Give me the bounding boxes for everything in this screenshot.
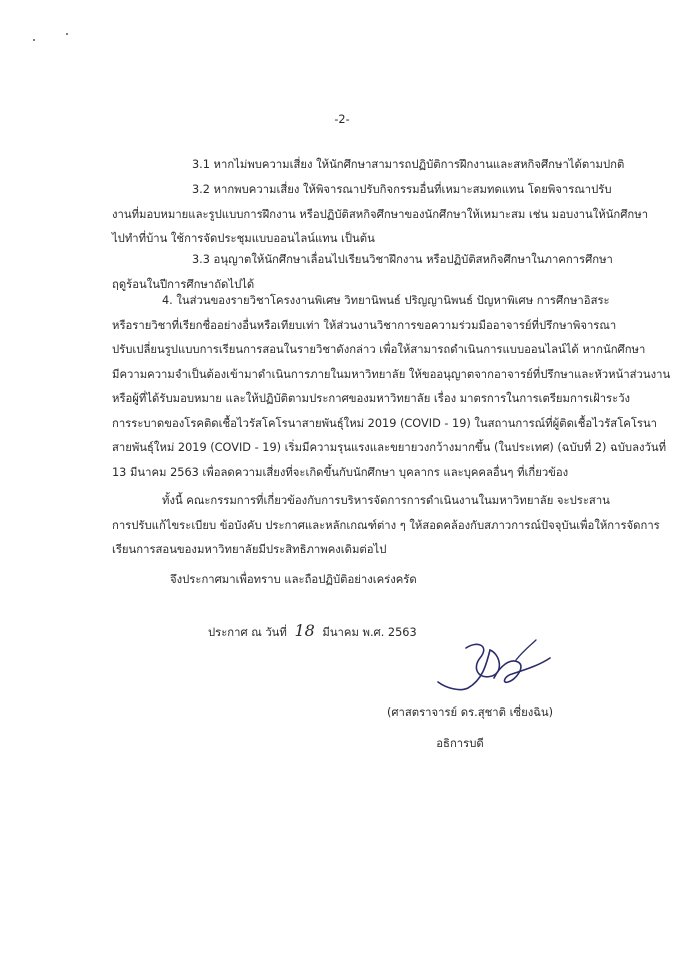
clause-line: ไปทำที่บ้าน ใช้การจัดประชุมแบบออนไลน์แทน เป็นต้น	[112, 232, 375, 245]
remark-paragraph	[112, 489, 660, 563]
signatory-title: อธิการบดี	[436, 737, 484, 750]
clause-line: การระบาดของโรคติดเชื้อไวรัสโคโรนาสายพันธุ์ใหม่ 2019 (COVID - 19) ในสถานการณ์ที่ผู้ติดเชื้อไวรัสโคโรนา	[112, 416, 658, 430]
clause-line: สายพันธุ์ใหม่ 2019 (COVID - 19) เริ่มมีความรุนแรงและขยายวงกว้างมากขึ้น (ในประเทศ) (ฉบับที่ 2) ฉบับลงวันที่	[112, 441, 667, 454]
closing-statement: จึงประกาศมาเพื่อทราบ และถือปฏิบัติอย่างเคร่งครัด	[170, 573, 417, 586]
clause-line: 4. ในส่วนของรายวิชาโครงงานพิเศษ วิทยานิพนธ์ ปริญญานิพนธ์ ปัญหาพิเศษ การศึกษาอิสระ	[162, 294, 610, 307]
clause-line: งานที่มอบหมายและรูปแบบการฝึกงาน หรือปฏิบัติสหกิจศึกษาของนักศึกษาให้เหมาะสม เช่น มอบงานให้นักศึกษา	[112, 207, 649, 221]
clause-line: การปรับแก้ไขระเบียบ ข้อบังคับ ประกาศและหลักเกณฑ์ต่าง ๆ ให้สอดคล้องกับสภาวการณ์ปัจจุบันเพื่อให้การจัดการ	[112, 518, 660, 532]
clause-line: 3.3 อนุญาตให้นักศึกษาเลื่อนไปเรียนวิชาฝึกงาน หรือปฏิบัติสหกิจศึกษาในภาคการศึกษา	[192, 253, 613, 266]
scan-speck	[33, 39, 35, 41]
scan-speck	[66, 33, 68, 35]
clause-line: 13 มีนาคม 2563 เพื่อลดความเสี่ยงที่จะเกิดขึ้นกับนักศึกษา บุคลากร และบุคคลอื่นๆ ที่เกี่ยวข้อง	[112, 465, 569, 479]
announcement-prefix: ประกาศ ณ วันที่	[208, 626, 287, 639]
announcement-day: 18	[294, 621, 315, 640]
clause-line: มีความความจำเป็นต้องเข้ามาดำเนินการภายในมหาวิทยาลัย ให้ขออนุญาตจากอาจารย์ที่ปรึกษาและหัวหน้าส่วนงาน	[112, 367, 671, 381]
announcement-date	[208, 623, 417, 641]
clause-3-1	[112, 153, 625, 178]
clause-line: ปรับเปลี่ยนรูปแบบการเรียนการสอนในรายวิชาดังกล่าว เพื่อให้สามารถดำเนินการแบบออนไลน์ได้ หากนักศึกษา	[112, 343, 646, 356]
page-number: -2-	[334, 113, 350, 126]
clause-line: ฤดูร้อนในปีการศึกษาถัดไปได้	[112, 277, 255, 291]
clause-3-2	[112, 178, 649, 252]
signatory-name: (ศาสตราจารย์ ดร.สุชาติ เซี่ยงฉิน)	[386, 706, 554, 719]
signature-image	[420, 636, 570, 696]
clause-4	[112, 289, 671, 485]
clause-line: หรือรายวิชาที่เรียกชื่ออย่างอื่นหรือเทียบเท่า ให้ส่วนงานวิชาการขอความร่วมมืออาจารย์ที่ปรึกษาพิจารณา	[112, 318, 617, 332]
clause-line: ทั้งนี้ คณะกรรมการที่เกี่ยวข้องกับการบริหารจัดการการดำเนินงานในมหาวิทยาลัย จะประสาน	[162, 494, 610, 507]
clause-line: หรือผู้ที่ได้รับมอบหมาย และให้ปฏิบัติตามประกาศของมหาวิทยาลัย เรื่อง มาตรการในการเตรียมการเฝ้าระวัง	[112, 392, 631, 405]
announcement-month-year: มีนาคม พ.ศ. 2563	[322, 626, 417, 639]
clause-line: 3.1 หากไม่พบความเสี่ยง ให้นักศึกษาสามารถปฏิบัติการฝึกงานและสหกิจศึกษาได้ตามปกติ	[192, 158, 625, 171]
clause-line: เรียนการสอนของมหาวิทยาลัยมีประสิทธิภาพคงเดิมต่อไป	[112, 543, 387, 556]
clause-line: 3.2 หากพบความเสี่ยง ให้พิจารณาปรับกิจกรรมอื่นที่เหมาะสมทดแทน โดยพิจารณาปรับ	[192, 183, 612, 196]
